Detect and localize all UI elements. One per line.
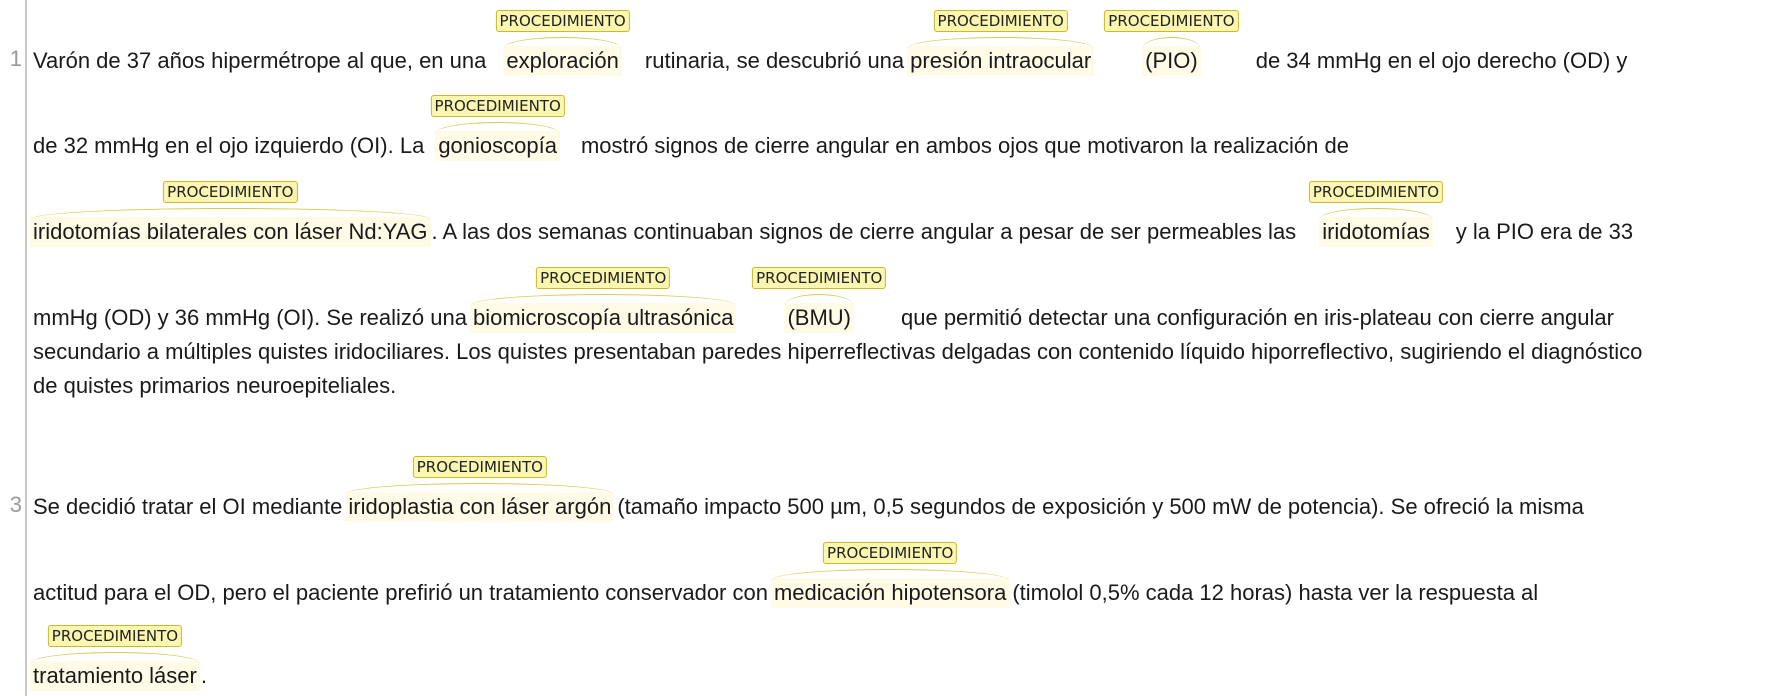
entity-procedimiento[interactable]	[434, 97, 561, 161]
text-span: y la PIO era de 33	[1455, 219, 1634, 244]
entity-text: (PIO)	[1142, 46, 1201, 76]
entity-procedimiento[interactable]	[344, 458, 615, 522]
text-span: de 34 mmHg en el ojo derecho (OD) y	[1255, 48, 1628, 73]
entity-tag[interactable]: PROCEDIMIENTO	[536, 267, 670, 289]
entity-tag[interactable]: PROCEDIMIENTO	[48, 625, 182, 647]
entity-text: iridotomías bilaterales con láser Nd:YAG	[30, 217, 431, 247]
entity-brace	[785, 294, 853, 305]
text-span: .	[200, 663, 207, 688]
text-span: (tamaño impacto 500 µm, 0,5 segundos de exposición y 500 mW de potencia). Se ofreció la misma	[617, 494, 1584, 519]
entity-tag[interactable]: PROCEDIMIENTO	[1104, 10, 1238, 32]
entity-procedimiento[interactable]	[499, 12, 626, 76]
entity-tag[interactable]: PROCEDIMIENTO	[1309, 181, 1443, 203]
entity-brace	[1320, 208, 1432, 219]
entity-procedimiento[interactable]	[1108, 12, 1235, 76]
text-span: rutinaria, se descubrió una	[644, 48, 905, 73]
entity-brace	[31, 208, 430, 219]
text-span: de 32 mmHg en el ojo izquierdo (OI). La	[33, 133, 425, 158]
text-span: Varón de 37 años hipermétrope al que, en una	[33, 48, 487, 73]
entity-brace	[471, 294, 735, 305]
entity-procedimiento[interactable]	[770, 544, 1010, 608]
text-row	[33, 458, 1584, 522]
text-row	[33, 97, 1349, 161]
entity-procedimiento[interactable]	[756, 269, 883, 333]
entity-brace	[772, 569, 1008, 580]
entity-tag[interactable]: PROCEDIMIENTO	[752, 267, 886, 289]
entity-text: medicación hipotensora	[771, 578, 1009, 608]
entity-text: biomicroscopía ultrasónica	[470, 303, 736, 333]
text-row	[33, 337, 1642, 367]
text-row	[33, 12, 1628, 76]
entity-tag[interactable]: PROCEDIMIENTO	[823, 542, 957, 564]
text-span: mostró signos de cierre angular en ambos ojos que motivaron la realización de	[580, 133, 1349, 158]
entity-text: (BMU)	[784, 303, 854, 333]
entity-text: exploración	[503, 46, 622, 76]
entity-tag[interactable]: PROCEDIMIENTO	[163, 181, 297, 203]
entity-brace	[346, 483, 613, 494]
entity-brace	[504, 37, 621, 48]
text-span: . A las dos semanas continuaban signos de cierre angular a pesar de ser permeables las	[431, 219, 1297, 244]
entity-procedimiento[interactable]	[469, 269, 737, 333]
text-span: que permitió detectar una configuración en iris-plateau con cierre angular	[901, 305, 1614, 330]
entity-procedimiento[interactable]	[906, 12, 1095, 76]
entity-text: tratamiento láser	[30, 661, 200, 691]
line-number-1: 1	[9, 46, 22, 71]
entity-procedimiento[interactable]	[29, 183, 432, 247]
entity-brace	[1143, 37, 1200, 48]
text-row	[33, 269, 1614, 333]
text-row	[33, 183, 1634, 247]
entity-text: iridoplastia con láser argón	[345, 492, 614, 522]
text-row	[33, 544, 1539, 608]
entity-text: iridotomías	[1319, 217, 1433, 247]
entity-tag[interactable]: PROCEDIMIENTO	[431, 95, 565, 117]
entity-procedimiento[interactable]	[1312, 183, 1440, 247]
entity-text: presión intraocular	[907, 46, 1094, 76]
entity-tag[interactable]: PROCEDIMIENTO	[413, 456, 547, 478]
text-span: mmHg (OD) y 36 mmHg (OI). Se realizó una	[33, 305, 467, 330]
line-number-gutter	[0, 0, 27, 696]
entity-tag[interactable]: PROCEDIMIENTO	[934, 10, 1068, 32]
entity-text: gonioscopía	[435, 131, 560, 161]
text-row	[33, 371, 396, 401]
text-span: de quistes primarios neuroepiteliales.	[33, 373, 397, 398]
entity-procedimiento[interactable]	[29, 627, 201, 691]
text-span: Se decidió tratar el OI mediante	[33, 494, 343, 519]
entity-brace	[436, 122, 559, 133]
text-row	[33, 627, 207, 691]
entity-brace	[908, 37, 1093, 48]
entity-brace	[31, 652, 199, 663]
text-span: secundario a múltiples quistes iridociliares. Los quistes presentaban paredes hiperreflectivas delgadas con contenido líquido hiporreflectivo, sugiriendo el diagnóstico	[33, 339, 1643, 364]
text-span: actitud para el OD, pero el paciente prefirió un tratamiento conservador con	[33, 580, 768, 605]
text-span: (timolol 0,5% cada 12 horas) hasta ver la respuesta al	[1012, 580, 1539, 605]
line-number-3: 3	[9, 492, 22, 517]
entity-tag[interactable]: PROCEDIMIENTO	[496, 10, 630, 32]
